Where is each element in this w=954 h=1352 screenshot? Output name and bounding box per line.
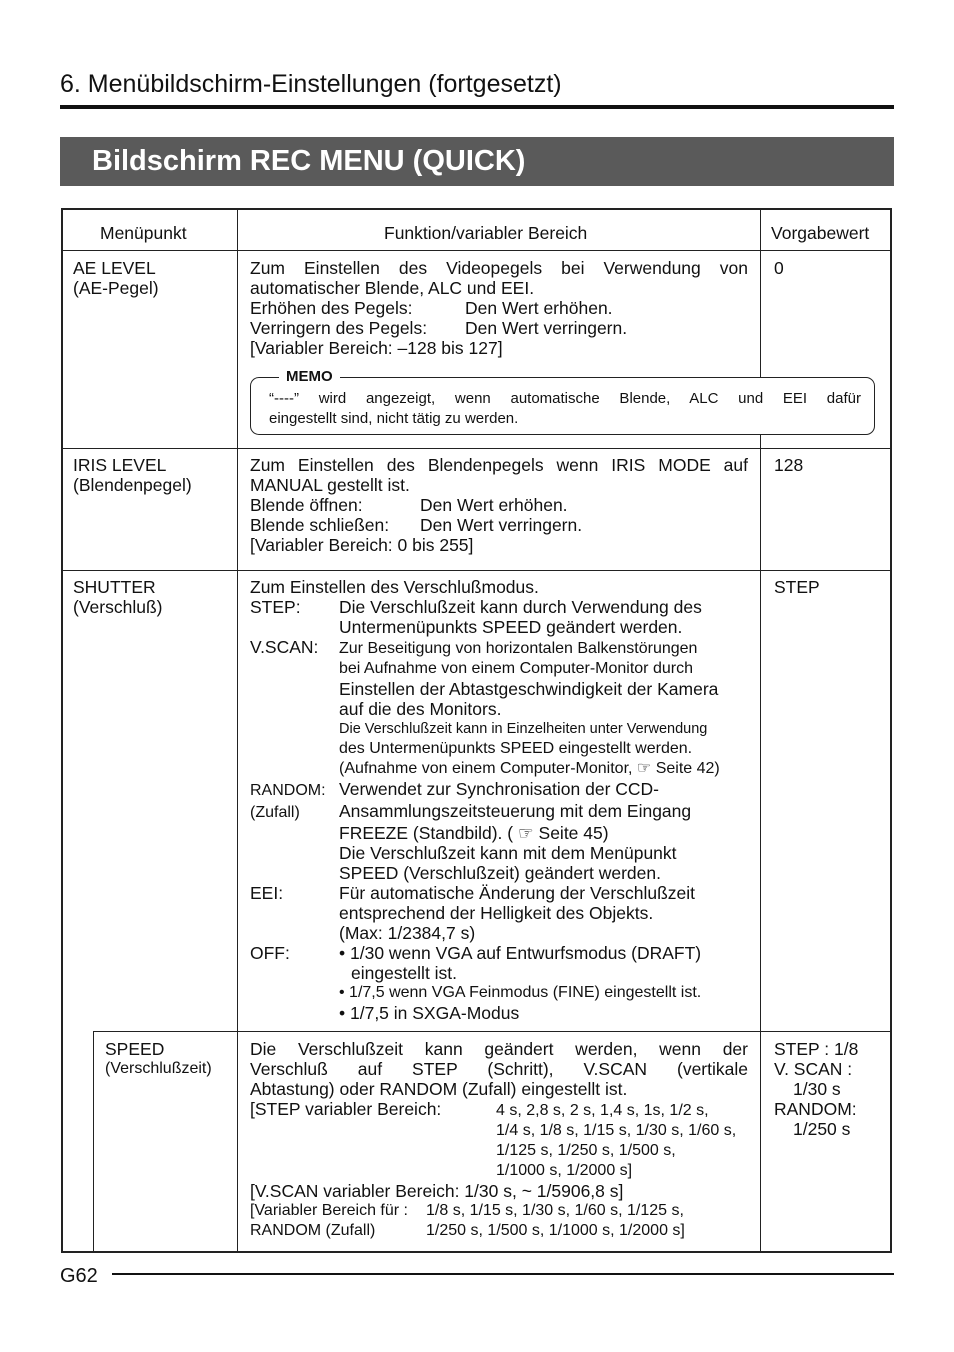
section-title: 6. Menübildschirm-Einstellungen (fortgesetzt)	[60, 70, 562, 98]
function-label: [Variabler Bereich für :	[250, 1202, 408, 1219]
default-line: V. SCAN :	[774, 1059, 853, 1079]
function-label: [STEP variabler Bereich:	[250, 1099, 442, 1119]
function-value: 1/4 s, 1/8 s, 1/15 s, 1/30 s, 1/60 s,	[496, 1122, 737, 1139]
function-label: Blende öffnen:	[250, 495, 363, 515]
function-text: Für automatische Änderung der Verschlußzeit	[339, 883, 696, 903]
function-value: Den Wert verringern.	[465, 318, 628, 338]
function-text: Die Verschlußzeit kann durch Verwendung des	[339, 597, 702, 617]
shutter-default: STEP	[774, 577, 820, 597]
function-label: Blende schließen:	[250, 515, 390, 535]
function-value: Den Wert erhöhen.	[420, 495, 568, 515]
top-rule	[60, 105, 894, 109]
memo-line: “----” wird angezeigt, wenn automatische Blende, ALC und EEI dafür	[269, 390, 861, 407]
function-text: FREEZE (Standbild). (	[339, 823, 514, 843]
item-subname: (Verschlußzeit)	[105, 1060, 212, 1077]
item-subname: (AE-Pegel)	[73, 278, 159, 298]
function-line: automatischer Blende, ALC und EEI.	[250, 278, 535, 298]
function-text: (Max: 1/2384,7 s)	[339, 923, 476, 943]
col-header-item: Menüpunkt	[100, 223, 187, 243]
function-text: des Untermenüpunkts SPEED eingestellt werden.	[339, 740, 693, 757]
function-value: 1/8 s, 1/15 s, 1/30 s, 1/60 s, 1/125 s,	[426, 1202, 684, 1219]
function-line: MANUAL gestellt ist.	[250, 475, 410, 495]
default-line: 1/30 s	[793, 1079, 841, 1099]
default-line: RANDOM:	[774, 1099, 857, 1119]
header-row-divider	[61, 250, 892, 251]
memo-line: eingestellt sind, nicht tätig zu werden.	[269, 410, 519, 427]
ae-level-item	[73, 258, 159, 298]
shutter-item	[73, 577, 162, 617]
default-line: STEP : 1/8	[774, 1039, 859, 1059]
item-subname: (Verschluß)	[73, 597, 163, 617]
function-text: Verwendet zur Synchronisation der CCD-	[339, 779, 660, 799]
function-text: Seite 42)	[655, 760, 720, 777]
ae-level-default: 0	[774, 258, 784, 278]
speed-item	[105, 1039, 212, 1079]
memo-text	[269, 389, 861, 429]
ae-level-function	[250, 258, 748, 358]
mode-label-eei: EEI:	[250, 883, 284, 903]
mode-label-random: RANDOM:	[250, 782, 326, 799]
function-text: auf die des Monitors.	[339, 699, 502, 719]
function-text: SPEED (Verschlußzeit) geändert werden.	[339, 863, 661, 883]
item-name: AE LEVEL	[73, 258, 156, 278]
function-value: 4 s, 2,8 s, 2 s, 1,4 s, 1s, 1/2 s,	[496, 1102, 709, 1119]
function-text: (Aufnahme von einem Computer-Monitor,	[339, 760, 633, 777]
function-line: [V.SCAN variabler Bereich: 1/30 s, ~ 1/5906,8 s]	[250, 1181, 624, 1201]
function-range: [Variabler Bereich: –128 bis 127]	[250, 338, 503, 358]
col-divider-1	[237, 208, 238, 1253]
function-text: • 1/7,5 wenn VGA Feinmodus (FINE) eingestellt ist.	[339, 984, 702, 1001]
sub-item-divider	[93, 1031, 94, 1253]
item-name: IRIS LEVEL	[73, 455, 167, 475]
function-line: Zum Einstellen des Blendenpegels wenn IRIS MODE auf	[250, 455, 748, 475]
function-text: • 1/7,5 in SXGA-Modus	[339, 1003, 520, 1023]
function-text: eingestellt ist.	[351, 963, 458, 983]
reference-hand-icon: ☞	[636, 760, 652, 777]
item-name: SPEED	[105, 1039, 165, 1059]
mode-label-step: STEP:	[250, 597, 301, 617]
function-value: Den Wert erhöhen.	[465, 298, 613, 318]
mode-sublabel-random: (Zufall)	[250, 804, 300, 821]
function-value: Den Wert verringern.	[420, 515, 583, 535]
page-banner	[60, 137, 894, 186]
function-text: Untermenüpunkts SPEED geändert werden.	[339, 617, 683, 637]
item-name: SHUTTER	[73, 577, 156, 597]
function-text: Ansammlungszeitsteuerung mit dem Eingang	[339, 801, 692, 821]
speed-default	[774, 1039, 858, 1139]
speed-function	[250, 1039, 748, 1241]
function-label: RANDOM (Zufall)	[250, 1222, 376, 1239]
function-line: Abtastung) oder RANDOM (Zufall) eingestellt ist.	[250, 1079, 628, 1099]
page-number: G62	[60, 1265, 98, 1287]
function-range: [Variabler Bereich: 0 bis 255]	[250, 535, 474, 555]
mode-label-vscan: V.SCAN:	[250, 637, 319, 657]
function-text: Die Verschlußzeit kann in Einzelheiten unter Verwendung	[339, 721, 708, 737]
function-value: 1/250 s, 1/500 s, 1/1000 s, 1/2000 s]	[426, 1222, 685, 1239]
col-divider-2	[760, 208, 761, 1253]
default-line: 1/250 s	[793, 1119, 851, 1139]
memo-box	[250, 368, 875, 435]
shutter-function	[250, 577, 748, 1023]
col-header-function: Funktion/variabler Bereich	[384, 223, 588, 243]
banner-title: Bildschirm REC MENU (QUICK)	[92, 145, 526, 177]
function-text: bei Aufnahme von einem Computer-Monitor durch	[339, 660, 693, 677]
function-text: Zur Beseitigung von horizontalen Balkenstörungen	[339, 640, 698, 657]
function-value: 1/125 s, 1/250 s, 1/500 s,	[496, 1142, 676, 1159]
function-text: entsprechend der Helligkeit des Objekts.	[339, 903, 654, 923]
item-subname: (Blendenpegel)	[73, 475, 192, 495]
function-label: Verringern des Pegels:	[250, 318, 428, 338]
iris-level-function	[250, 455, 748, 555]
function-text: Die Verschlußzeit kann mit dem Menüpunkt	[339, 843, 677, 863]
mode-label-off: OFF:	[250, 943, 290, 963]
col-header-default: Vorgabewert	[771, 223, 870, 243]
reference-hand-icon: ☞	[517, 823, 534, 843]
iris-level-item	[73, 455, 192, 495]
memo-title: MEMO	[279, 368, 340, 385]
iris-level-default: 128	[774, 455, 804, 475]
function-line: Zum Einstellen des Videopegels bei Verwendung von	[250, 258, 748, 278]
function-text: Seite 45)	[538, 823, 609, 843]
row-divider-2	[61, 570, 892, 571]
row-divider-1	[61, 448, 892, 449]
function-label: Erhöhen des Pegels:	[250, 298, 413, 318]
function-line: Die Verschlußzeit kann geändert werden, wenn der	[250, 1039, 748, 1059]
row-divider-3	[93, 1031, 892, 1032]
function-line: Verschluß auf STEP (Schritt), V.SCAN (vertikale	[250, 1059, 748, 1079]
bottom-rule	[112, 1273, 894, 1275]
function-text: • 1/30 wenn VGA auf Entwurfsmodus (DRAFT)	[339, 943, 702, 963]
function-line: Zum Einstellen des Verschlußmodus.	[250, 577, 539, 597]
function-value: 1/1000 s, 1/2000 s]	[496, 1162, 633, 1179]
function-text: Einstellen der Abtastgeschwindigkeit der Kamera	[339, 679, 719, 699]
